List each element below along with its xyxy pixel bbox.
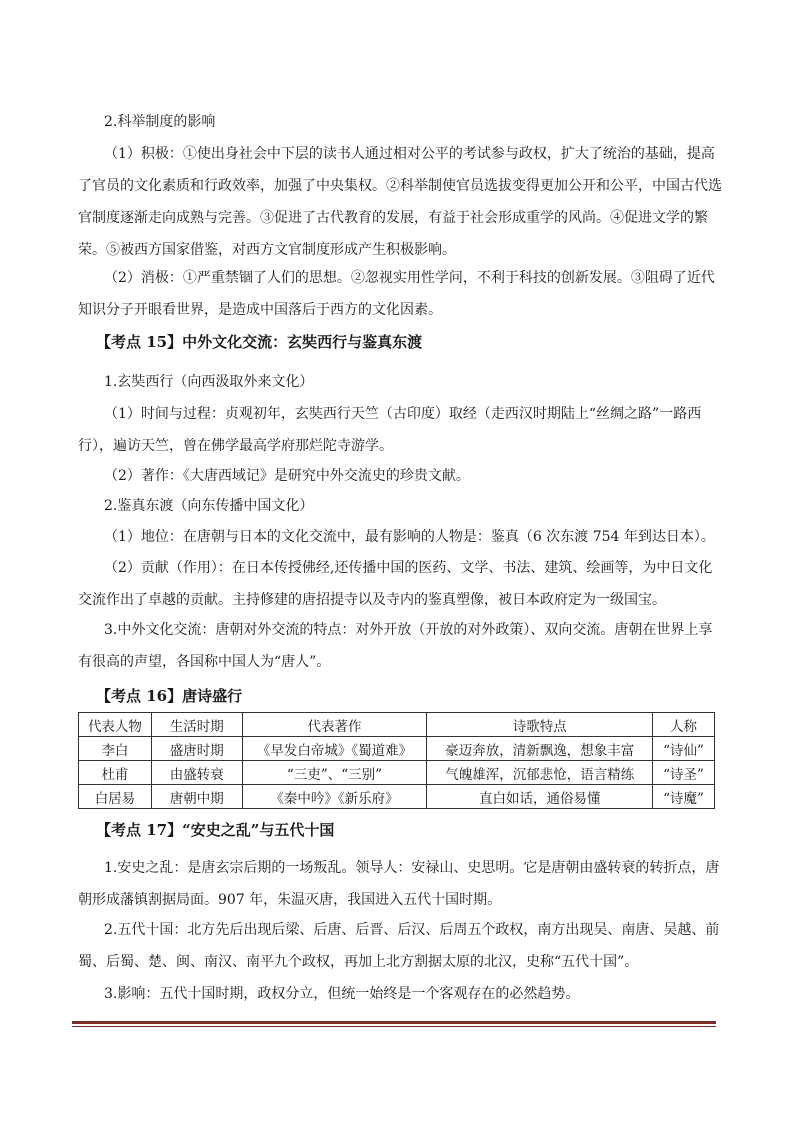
table-cell: 豪迈奔放，清新飘逸，想象丰富 xyxy=(427,737,653,761)
five-dynasties-paragraph: 2.五代十国：北方先后出现后梁、后唐、后晋、后汉、后周五个政权，南方出现吴、南唐、吴越、前蜀、后蜀、楚、闽、南汉、南平九个政权，再加上北方割据太原的北汉，史称“五代十国”。 xyxy=(78,922,720,970)
cultural-exchange-paragraph: 3.中外文化交流：唐朝对外交流的特点：对外开放（开放的对外政策）、双向交流。唐朝在世界上享有很高的声望，各国称中国人为“唐人”。 xyxy=(78,622,713,670)
col-header-title: 人称 xyxy=(653,713,715,737)
table-cell: 《早发白帝城》《蜀道难》 xyxy=(242,737,427,761)
xuanzang-process-paragraph: （1）时间与过程：贞观初年，玄奘西行天竺（古印度）取经（走西汉时期陆上“丝绸之路”一路西行），遍访天竺，曾在佛学最高学府那烂陀寺游学。 xyxy=(78,406,702,454)
table-cell: “三吏”、“三别” xyxy=(242,761,427,785)
keju-influence-heading: 2.科举制度的影响 xyxy=(104,114,216,130)
section-title-k16: 【考点 16】唐诗盛行 xyxy=(96,687,243,705)
table-row xyxy=(79,761,715,785)
xuanzang-heading: 1.玄奘西行（向西汲取外来文化） xyxy=(104,374,314,390)
table-cell: 由盛转衰 xyxy=(151,761,242,785)
table-row xyxy=(79,785,715,809)
table-cell: 唐朝中期 xyxy=(151,785,242,809)
col-header-poet: 代表人物 xyxy=(79,713,152,737)
keju-negative-paragraph: （2）消极：①严重禁锢了人们的思想。②忽视实用性学问，不利于科技的创新发展。③阻碍了近代知识分子开眼看世界，是造成中国落后于西方的文化因素。 xyxy=(78,270,715,318)
table-cell: 盛唐时期 xyxy=(151,737,242,761)
table-cell: “诗魔” xyxy=(653,785,715,809)
table-header-row xyxy=(79,713,715,737)
col-header-works: 代表著作 xyxy=(242,713,427,737)
table-cell: 《秦中吟》《新乐府》 xyxy=(242,785,427,809)
impact-paragraph: 3.影响：五代十国时期，政权分立，但统一始终是一个客观存在的必然趋势。 xyxy=(104,986,580,1002)
xuanzang-work-paragraph: （2）著作：《大唐西域记》是研究中外交流史的珍贵文献。 xyxy=(104,468,470,484)
table-cell: 李白 xyxy=(79,737,152,761)
jianzhen-contribution-paragraph: （2）贡献（作用）：在日本传授佛经,还传播中国的医药、文学、书法、建筑、绘画等，为中日文化交流作出了卓越的贡献。主持修建的唐招提寺以及寺内的鉴真塑像，被日本政府定为一级国宝。 xyxy=(78,560,713,608)
anshi-rebellion-paragraph: 1.安史之乱：是唐玄宗后期的一场叛乱。领导人：安禄山、史思明。它是唐朝由盛转衰的转折点，唐朝形成藩镇割据局面。907 年，朱温灭唐，我国进入五代十国时期。 xyxy=(78,860,720,908)
table-cell: “诗仙” xyxy=(653,737,715,761)
table-cell: “诗圣” xyxy=(653,761,715,785)
footer-rule-thin xyxy=(72,1026,716,1027)
table-cell: 杜甫 xyxy=(79,761,152,785)
keju-positive-paragraph: （1）积极：①使出身社会中下层的读书人通过相对公平的考试参与政权，扩大了统治的基础，提高了官员的文化素质和行政效率，加强了中央集权。②科举制使官员选拔变得更加公开和公平，中国古代选官制度逐渐走向成熟与完善。③促进了古代教育的发展，有益于社会形成重学的风尚。④促进文学的繁荣。⑤被西方国家借鉴，对西方文官制度形成产生积极影响。 xyxy=(78,146,722,258)
col-header-period: 生活时期 xyxy=(151,713,242,737)
jianzhen-status-paragraph: （1）地位：在唐朝与日本的文化交流中，最有影响的人物是：鉴真（6 次东渡 754 年到达日本）。 xyxy=(104,529,715,545)
table-row xyxy=(79,737,715,761)
table-cell: 直白如话，通俗易懂 xyxy=(427,785,653,809)
table-cell: 白居易 xyxy=(79,785,152,809)
col-header-style: 诗歌特点 xyxy=(427,713,653,737)
jianzhen-heading: 2.鉴真东渡（向东传播中国文化） xyxy=(104,498,314,514)
tang-poets-table xyxy=(78,712,715,809)
section-title-k17: 【考点 17】“安史之乱”与五代十国 xyxy=(96,821,335,839)
table-cell: 气魄雄浑，沉郁悲怆，语言精练 xyxy=(427,761,653,785)
section-title-k15: 【考点 15】中外文化交流：玄奘西行与鉴真东渡 xyxy=(96,333,423,351)
footer-rule-thick xyxy=(72,1021,716,1024)
